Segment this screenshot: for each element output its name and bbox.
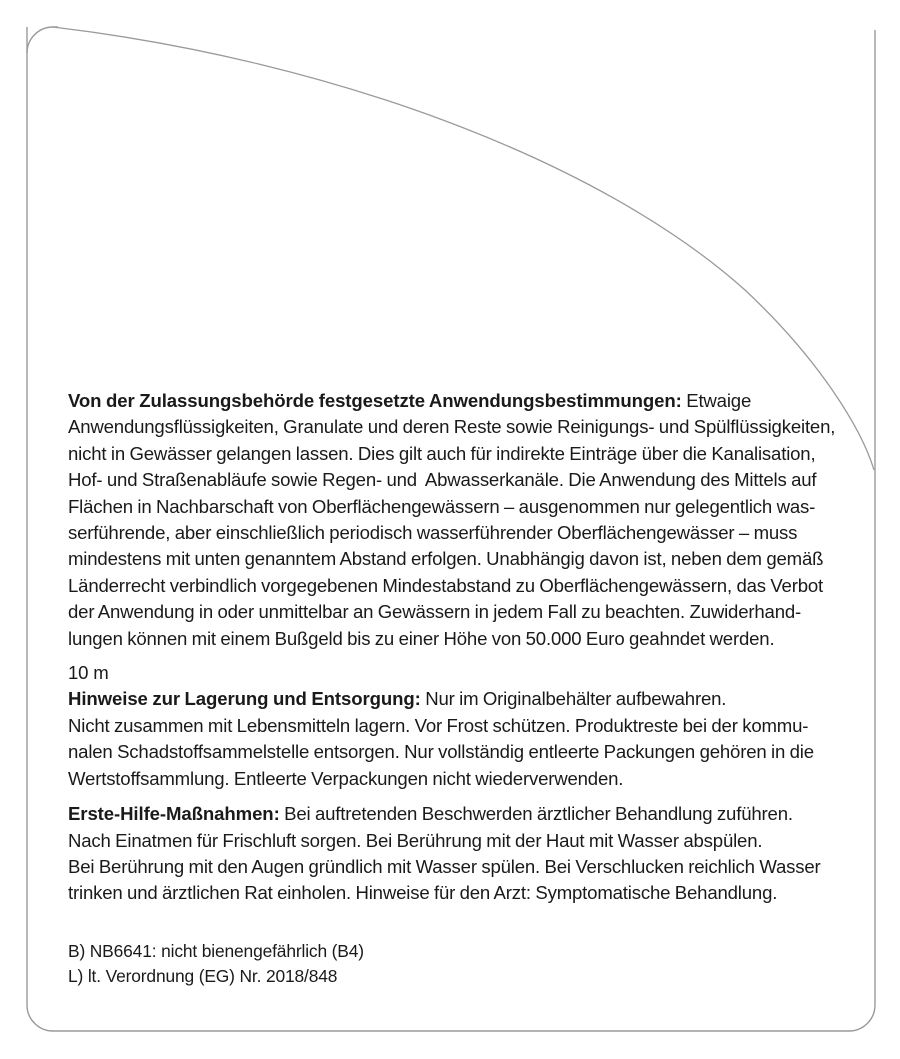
erste-hilfe-line-0: Bei auftretenden Beschwerden ärztlicher Behandlung zuführen.: [279, 803, 793, 825]
lagerung-entsorgung-line-3: Wertstoffsammlung. Entleerte Verpackungen nicht wiederverwenden.: [68, 767, 624, 789]
lagerung-entsorgung-line-2: nalen Schadstoffsammelstelle entsorgen. Nur vollständig entleerte Packungen gehören in die: [68, 741, 814, 763]
anwendungsbestimmungen-line-7: Länderrecht verbindlich vorgegebenen Mindestabstand zu Oberflächengewässern, das Verbot: [68, 574, 824, 596]
anwendungsbestimmungen-line-6: mindestens mit unten genanntem Abstand erfolgen. Unabhängig davon ist, neben dem gemäß: [68, 548, 824, 570]
anwendungsbestimmungen-heading: Von der Zulassungsbehörde festgesetzte Anwendungsbestimmungen:: [68, 390, 682, 411]
erste-hilfe-line-1: Nach Einatmen für Frischluft sorgen. Bei Berührung mit der Haut mit Wasser abspülen.: [68, 829, 763, 851]
anwendungsbestimmungen-line-5: serführende, aber einschließlich periodisch wasserführender Oberflächengewässer – muss: [68, 522, 798, 544]
section-lagerung-entsorgung: [68, 686, 858, 792]
label-text-content: [68, 388, 858, 989]
anwendungsbestimmungen-line-8: der Anwendung in oder unmittelbar an Gewässern in jedem Fall zu beachten. Zuwiderhand-: [68, 601, 802, 623]
anwendungsbestimmungen-line-9: lungen können mit einem Bußgeld bis zu einer Höhe von 50.000 Euro geahndet werden.: [68, 627, 775, 649]
footnote-b: B) NB6641: nicht bienengefährlich (B4): [68, 940, 364, 961]
anwendungsbestimmungen-line-1: Anwendungsflüssigkeiten, Granulate und deren Reste sowie Reinigungs- und Spülflüssigkeiten,: [68, 416, 836, 438]
footnote-l: L) lt. Verordnung (EG) Nr. 2018/848: [68, 965, 338, 986]
erste-hilfe-heading: Erste-Hilfe-Maßnahmen:: [68, 803, 280, 825]
erste-hilfe-line-2: Bei Berührung mit den Augen gründlich mit Wasser spülen. Bei Verschlucken reichlich Wasser: [68, 855, 821, 877]
erste-hilfe-line-3: trinken und ärztlichen Rat einholen. Hinweise für den Arzt: Symptomatische Behandlung.: [68, 882, 778, 904]
anwendungsbestimmungen-line-4: Flächen in Nachbarschaft von Oberflächengewässern – ausgenommen nur gelegentlich was-: [68, 495, 816, 517]
section-anwendungsbestimmungen: [68, 388, 858, 652]
lagerung-entsorgung-line-1: Nicht zusammen mit Lebensmitteln lagern. Vor Frost schützen. Produktreste bei der kommu-: [68, 714, 809, 736]
label-corner-topleft-path: [27, 27, 58, 53]
anwendungsbestimmungen-line-3: Hof- und Straßenabläufe sowie Regen- und Abwasserkanäle. Die Anwendung des Mittels auf: [68, 469, 817, 491]
minimum-distance-value: 10 m: [68, 662, 109, 684]
lagerung-entsorgung-line-0: Nur im Originalbehälter aufbewahren.: [420, 688, 727, 710]
anwendungsbestimmungen-line-0: Etwaige: [681, 390, 752, 411]
section-erste-hilfe: [68, 801, 858, 907]
anwendungsbestimmungen-line-2: nicht in Gewässer gelangen lassen. Dies gilt auch für indirekte Einträge über die Kanalisation,: [68, 442, 816, 464]
footnotes-block: [68, 939, 858, 989]
lagerung-entsorgung-heading: Hinweise zur Lagerung und Entsorgung:: [68, 688, 421, 710]
